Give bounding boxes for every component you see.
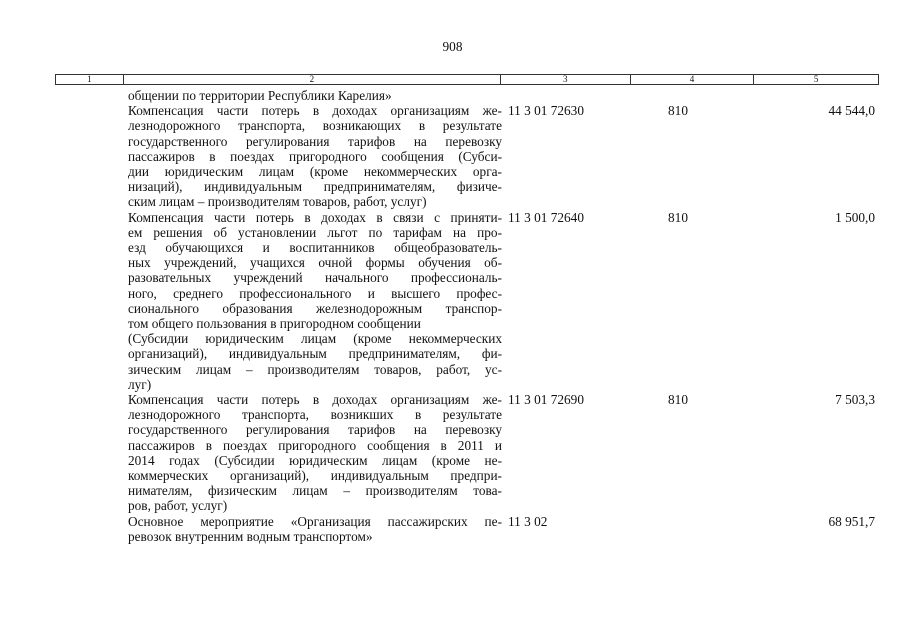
table-row (0, 103, 905, 209)
row-expense-type: 810 (668, 392, 688, 408)
description-line: коммерческих организаций), индивидуальным предпри- (128, 468, 502, 484)
description-line: ревозок внутренним водным транспортом» (128, 528, 373, 544)
table-row (0, 392, 905, 514)
description-line: общении по территории Республики Карелия» (128, 88, 392, 103)
description-line: государственного регулирования тарифов на перевозку (128, 133, 502, 149)
column-header-2: 2 (124, 75, 501, 84)
row-amount: 68 951,7 (828, 513, 875, 529)
description-line: Компенсация части потерь в доходах в связи с приняти- (128, 209, 502, 225)
description-line: государственного регулирования тарифов на перевозку (128, 422, 502, 438)
page-number: 908 (442, 39, 463, 54)
description-line: дии юридическим лицам (кроме некоммерческих орга- (128, 164, 502, 180)
description-line: разовательных учреждений начального профессиональ- (128, 270, 502, 286)
description-line: том общего пользования в пригородном сообщении (128, 316, 421, 332)
row-code: 11 3 01 72630 (508, 103, 584, 119)
table-row (0, 210, 905, 392)
description-line: организаций), индивидуальным предпринимателям, фи- (128, 346, 502, 362)
description-line: 2014 годах (Субсидии юридическим лицам (кроме не- (128, 452, 502, 468)
description-line: Компенсация части потерь в доходах организациям же- (128, 392, 502, 408)
row-description (128, 392, 502, 514)
row-code: 11 3 01 72690 (508, 392, 584, 408)
description-line: лезнодорожного транспорта, возникших в результате (128, 407, 502, 423)
row-description (128, 210, 502, 392)
column-header-1: 1 (56, 75, 124, 84)
description-line: пассажиров в поездах пригородного сообщения в 2011 и (128, 437, 502, 453)
description-line: езд обучающихся и воспитанников общеобразователь- (128, 240, 502, 256)
description-line: ем решения об установлении льгот по тарифам на про- (128, 224, 502, 240)
description-line: нимателям, физическим лицам – производителям това- (128, 483, 502, 499)
description-line: ров, работ, услуг) (128, 498, 228, 514)
table-row (0, 88, 905, 103)
description-line: пассажиров в поездах пригородного сообщения (Субси- (128, 148, 502, 164)
table-row (0, 514, 905, 544)
description-line: луг) (128, 376, 152, 392)
row-description (128, 103, 502, 209)
row-amount: 44 544,0 (828, 103, 875, 119)
description-line: (Субсидии юридическим лицам (кроме некоммерческих (128, 331, 502, 347)
description-line: ного, среднего профессионального и высшего профес- (128, 285, 502, 301)
table-body (0, 88, 905, 544)
column-header-4: 4 (631, 75, 755, 84)
description-line: Компенсация части потерь в доходах организациям же- (128, 103, 502, 119)
row-expense-type: 810 (668, 103, 688, 119)
row-code: 11 3 01 72640 (508, 209, 584, 225)
description-line: низаций), индивидуальным предпринимателям, физиче- (128, 179, 502, 195)
column-header-3: 3 (501, 75, 631, 84)
description-line: ных учреждений, учащихся очной формы обучения об- (128, 255, 502, 271)
description-line: зическим лицам – производителям товаров, работ, ус- (128, 361, 502, 377)
table-header-row (55, 74, 879, 85)
row-description (128, 514, 502, 544)
row-description (128, 88, 502, 103)
row-expense-type: 810 (668, 209, 688, 225)
row-amount: 7 503,3 (835, 392, 875, 408)
description-line: Основное мероприятие «Организация пассажирских пе- (128, 513, 502, 529)
description-line: сионального образования железнодорожным транспор- (128, 300, 502, 316)
description-line: ским лицам – производителям товаров, работ, услуг) (128, 194, 427, 210)
row-amount: 1 500,0 (835, 209, 875, 225)
row-code: 11 3 02 (508, 513, 548, 529)
column-header-5: 5 (813, 74, 819, 84)
description-line: лезнодорожного транспорта, возникающих в результате (128, 118, 502, 134)
